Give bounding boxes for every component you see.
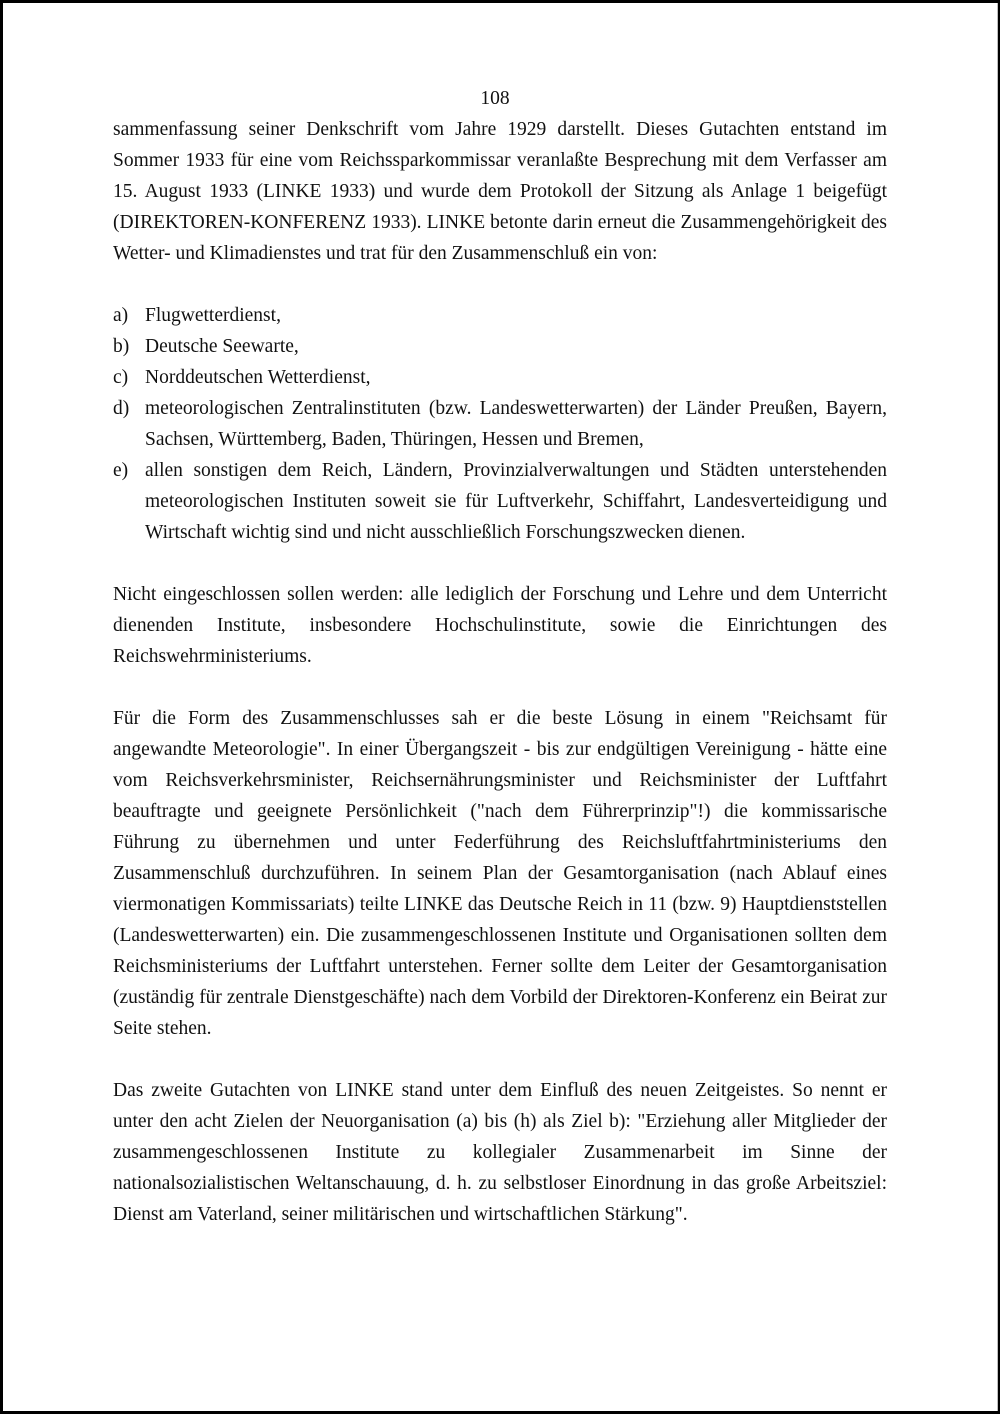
page-content <box>113 83 887 1230</box>
spacer <box>113 672 887 703</box>
list-item <box>113 362 887 393</box>
document-page <box>3 3 998 1411</box>
paragraph-second-report: Das zweite Gutachten von LINKE stand unter dem Einfluß des neuen Zeitgeistes. So nennt er unter den acht Zielen der Neuorganisation (a) bis (h) als Ziel b): "Erziehung aller Mitglieder der zusammengeschlossenen Institute zu kollegialer Zusammenarbeit im Sinne der nationalsozialistischen Weltanschauung, d. h. zu selbstloser Einordnung in das große Arbeitsziel: Dienst am Vaterland, seiner militärischen und wirtschaftlichen Stärkung". <box>113 1080 887 1225</box>
list-item <box>113 393 887 455</box>
list-item <box>113 455 887 548</box>
institution-list <box>113 300 887 548</box>
spacer <box>113 1044 887 1075</box>
list-item-text: Flugwetterdienst, <box>145 305 281 326</box>
spacer <box>113 548 887 579</box>
list-marker: e) <box>113 460 129 481</box>
list-marker: a) <box>113 305 129 326</box>
list-item <box>113 300 887 331</box>
list-item-text: allen sonstigen dem Reich, Ländern, Provinzialverwaltungen und Städten unterstehenden meteorologischen Instituten soweit sie für Luftverkehr, Schiffahrt, Landesverteidigung und Wirtschaft wichtig sind und nicht ausschließlich Forschungszwecken dienen. <box>145 460 887 543</box>
list-marker: b) <box>113 336 130 357</box>
list-item <box>113 331 887 362</box>
page-number: 108 <box>480 88 510 109</box>
list-marker: c) <box>113 367 129 388</box>
list-item-text: Deutsche Seewarte, <box>145 336 299 357</box>
list-marker: d) <box>113 398 130 419</box>
list-item-text: meteorologischen Zentralinstituten (bzw. Landeswetterwarten) der Länder Preußen, Bayern, Sachsen, Württemberg, Baden, Thüringen, Hessen und Bremen, <box>145 398 887 450</box>
paragraph-organisation: Für die Form des Zusammenschlusses sah er die beste Lösung in einem "Reichsamt für angewandte Meteorologie". In einer Übergangszeit - bis zur endgültigen Vereinigung - hätte eine vom Reichsverkehrsminister, Reichsernährungsminister und Reichsminister der Luftfahrt beauftragte und geeignete Persönlichkeit ("nach dem Führerprinzip"!) die kommissarische Führung zu übernehmen und unter Federführung des Reichsluftfahrtministeriums den Zusammenschluß durchzuführen. In seinem Plan der Gesamtorganisation (nach Ablauf eines viermonatigen Kommissariats) teilte LINKE das Deutsche Reich in 11 (bzw. 9) Hauptdienststellen (Landeswetterwarten) ein. Die zusammengeschlossenen Institute und Organisationen sollten dem Reichsministeriums der Luftfahrt unterstehen. Ferner sollte dem Leiter der Gesamtorganisation (zuständig für zentrale Dienstgeschäfte) nach dem Vorbild der Direktoren-Konferenz ein Beirat zur Seite stehen. <box>113 708 887 1039</box>
list-item-text: Norddeutschen Wetterdienst, <box>145 367 371 388</box>
spacer <box>113 269 887 300</box>
paragraph-intro: sammenfassung seiner Denkschrift vom Jahre 1929 darstellt. Dieses Gutachten entstand im Sommer 1933 für eine vom Reichssparkommissar veranlaßte Besprechung mit dem Verfasser am 15. August 1933 (LINKE 1933) und wurde dem Protokoll der Sitzung als Anlage 1 beigefügt (DIREKTOREN-KONFERENZ 1933). LINKE betonte darin erneut die Zusammengehörigkeit des Wetter- und Klimadienstes und trat für den Zusammenschluß ein von: <box>113 119 887 264</box>
paragraph-exclusions: Nicht eingeschlossen sollen werden: alle lediglich der Forschung und Lehre und dem Unterricht dienenden Institute, insbesondere Hochschulinstitute, sowie die Einrichtungen des Reichswehrministeriums. <box>113 584 887 667</box>
